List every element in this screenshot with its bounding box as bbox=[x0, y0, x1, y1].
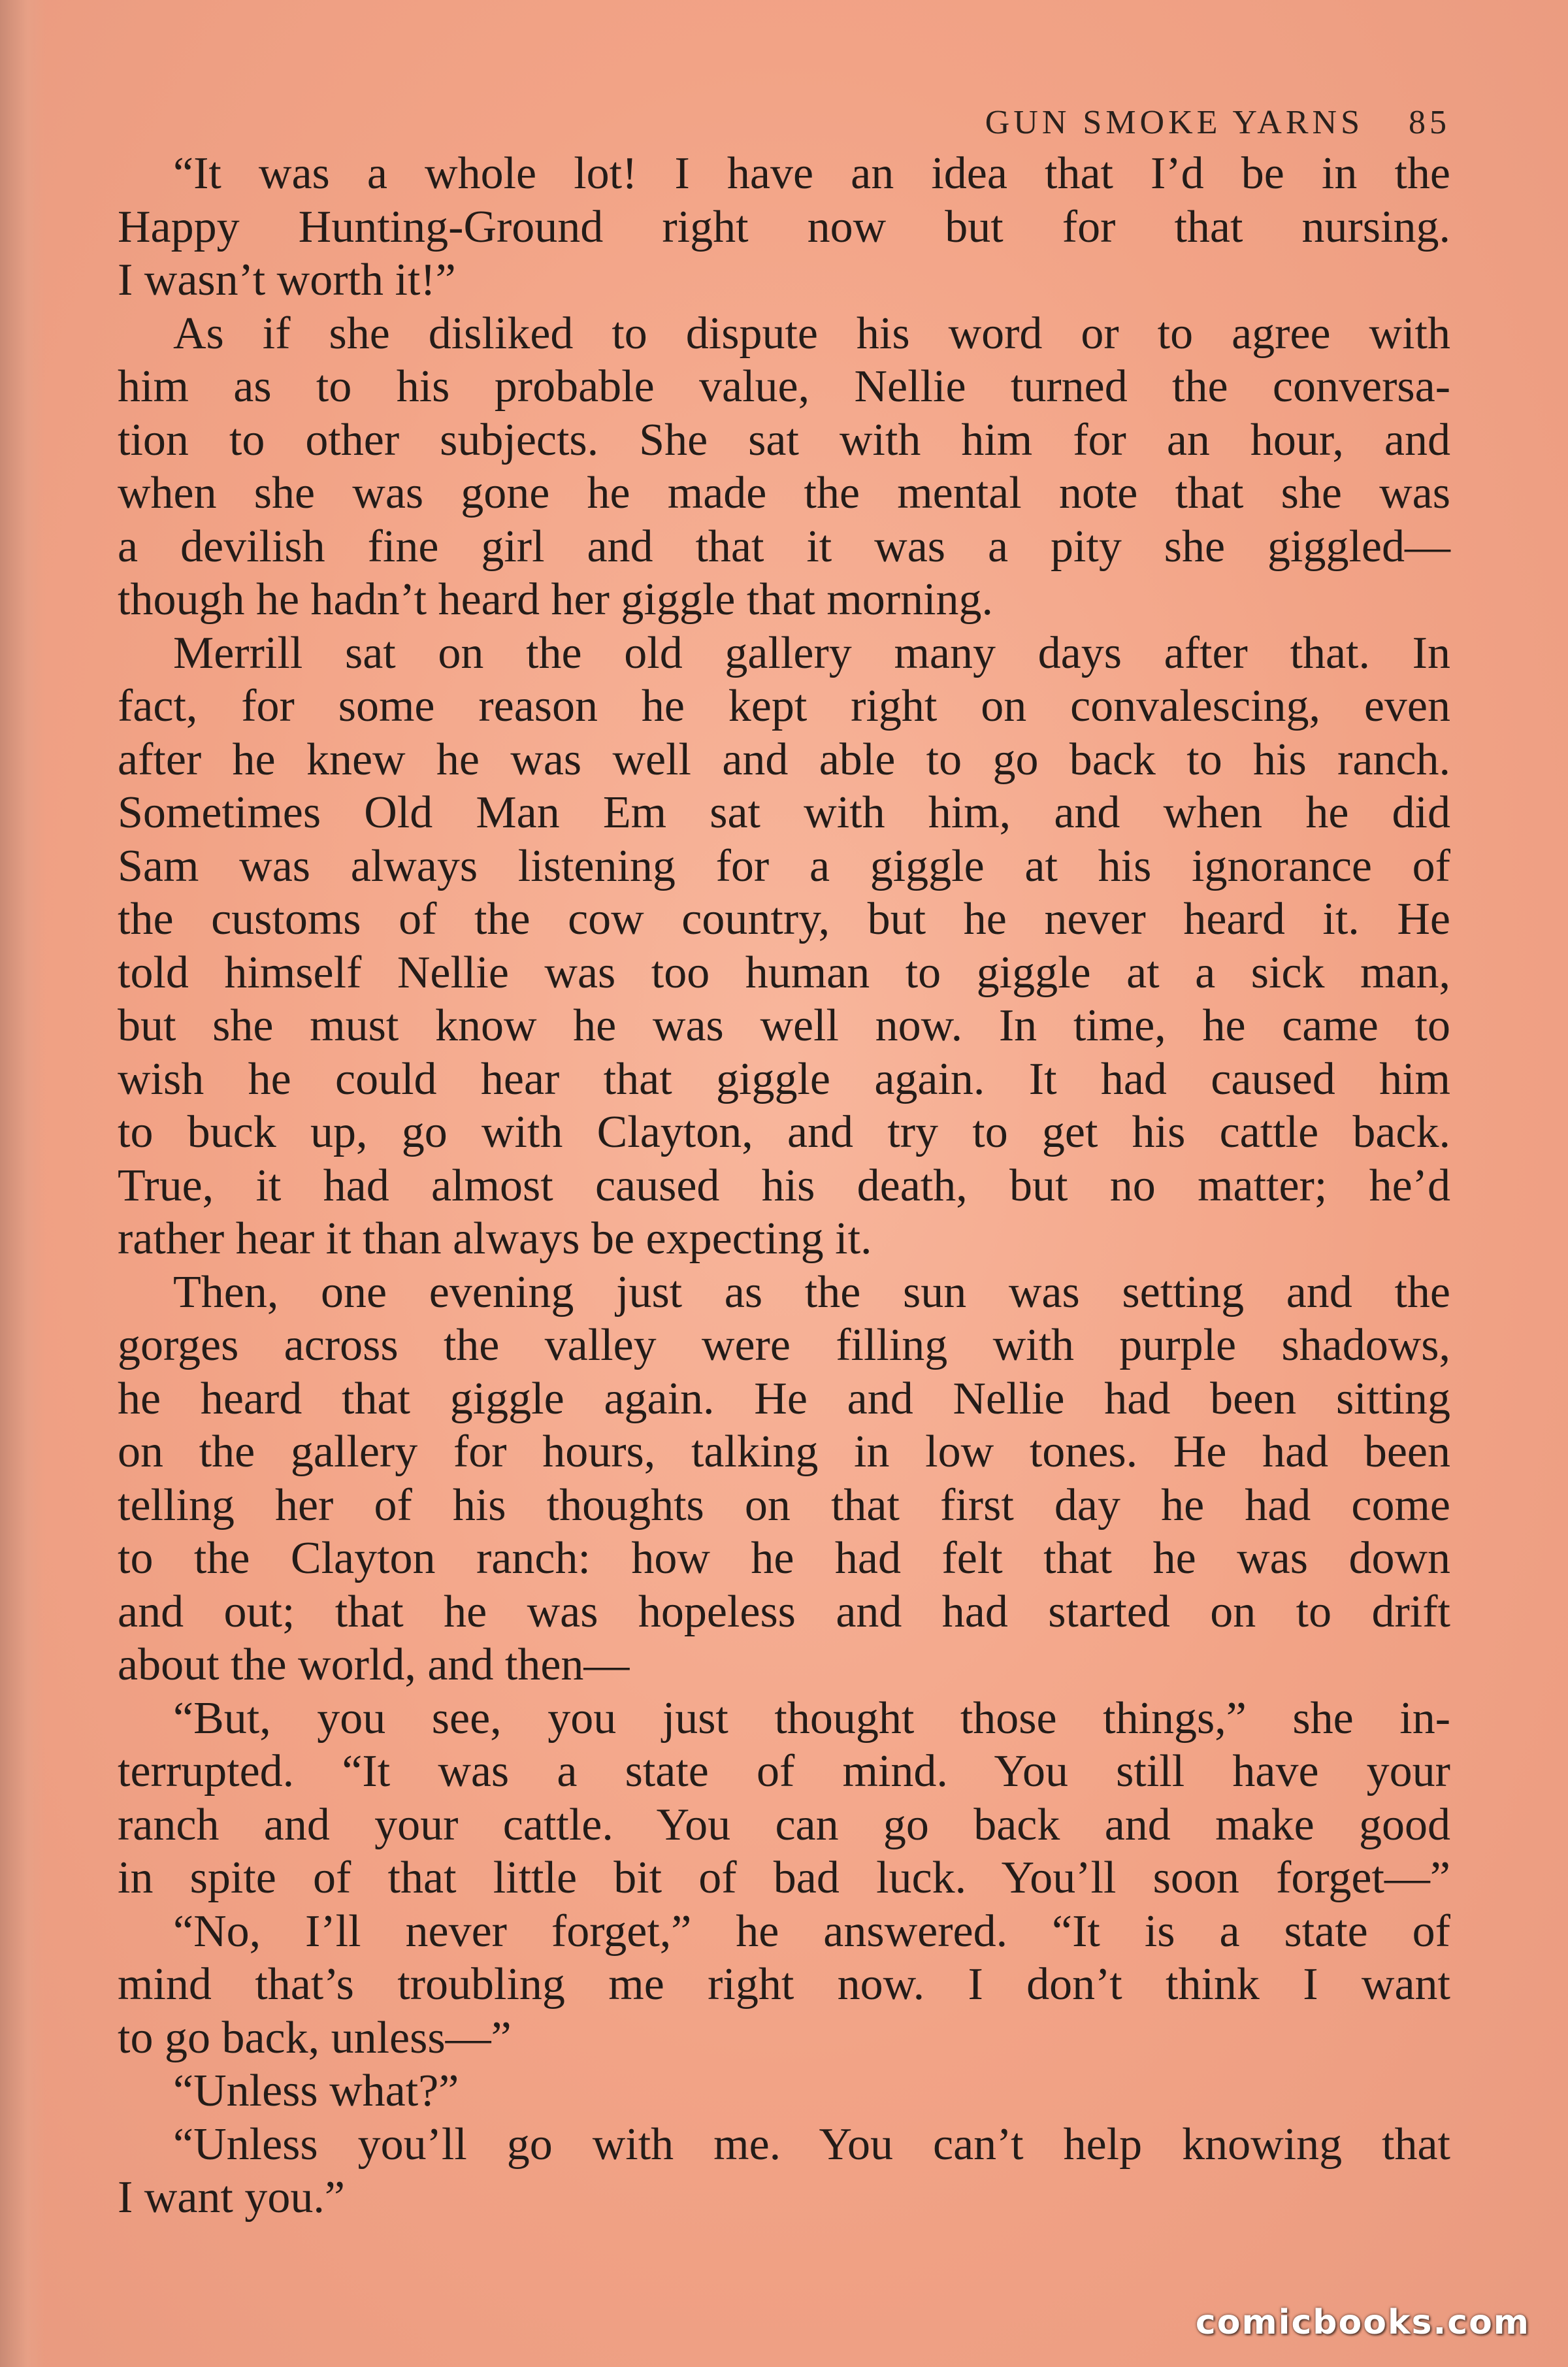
text-line: about the world, and then— bbox=[118, 1640, 630, 1690]
text-line: to the Clayton ranch: how he had felt that he was down bbox=[118, 1533, 1450, 1583]
text-line: tion to other subjects. She sat with him for an hour, and bbox=[118, 414, 1450, 465]
text-line: Then, one evening just as the sun was setting and the bbox=[173, 1266, 1450, 1317]
watermark: comicbooks.com bbox=[1195, 2303, 1530, 2342]
text-line: Sometimes Old Man Em sat with him, and when he did bbox=[118, 787, 1450, 838]
text-line: I want you.” bbox=[118, 2172, 345, 2223]
text-line: wish he could hear that giggle again. It had caused him bbox=[118, 1053, 1450, 1104]
text-line: in spite of that little bit of bad luck. You’ll soon forget—” bbox=[118, 1853, 1450, 1903]
text-line: Merrill sat on the old gallery many days after that. In bbox=[173, 627, 1450, 678]
text-line: on the gallery for hours, talking in low tones. He had been bbox=[118, 1427, 1450, 1477]
text-line: terrupted. “It was a state of mind. You still have your bbox=[118, 1746, 1450, 1796]
text-line: told himself Nellie was too human to giggle at a sick man, bbox=[118, 947, 1450, 998]
text-line: he heard that giggle again. He and Nellie had been sitting bbox=[118, 1373, 1450, 1424]
text-line: I wasn’t worth it!” bbox=[118, 255, 456, 305]
text-line: after he knew he was well and able to go back to his ranch. bbox=[118, 734, 1450, 785]
text-line: to go back, unless—” bbox=[118, 2012, 512, 2063]
text-line: mind that’s troubling me right now. I don’t think I want bbox=[118, 1959, 1450, 2010]
text-line: fact, for some reason he kept right on convalescing, even bbox=[118, 681, 1450, 731]
page-gutter-shadow bbox=[0, 0, 46, 2367]
text-line: but she must know he was well now. In time, he came to bbox=[118, 1001, 1450, 1051]
text-line: him as to his probable value, Nellie turned the conversa- bbox=[118, 361, 1450, 412]
text-line: and out; that he was hopeless and had started on to drift bbox=[118, 1586, 1450, 1637]
text-line: “But, you see, you just thought those things,” she in- bbox=[173, 1693, 1450, 1744]
running-head bbox=[985, 103, 1450, 142]
running-head-title: GUN SMOKE YARNS bbox=[985, 104, 1364, 141]
text-line: a devilish fine girl and that it was a pity she giggled— bbox=[118, 521, 1450, 572]
text-line: “No, I’ll never forget,” he answered. “It is a state of bbox=[173, 1906, 1450, 1957]
text-line: Sam was always listening for a giggle at his ignorance of bbox=[118, 840, 1450, 891]
text-line: gorges across the valley were filling with purple shadows, bbox=[118, 1320, 1450, 1370]
text-line: “Unless what?” bbox=[173, 2066, 459, 2116]
text-line: As if she disliked to dispute his word or to agree with bbox=[173, 308, 1450, 359]
text-line: “It was a whole lot! I have an idea that I’d be in the bbox=[173, 148, 1450, 199]
body-text bbox=[118, 147, 1450, 2225]
text-line: ranch and your cattle. You can go back and make good bbox=[118, 1799, 1450, 1850]
text-line: the customs of the cow country, but he never heard it. He bbox=[118, 894, 1450, 944]
text-line: to buck up, go with Clayton, and try to get his cattle back. bbox=[118, 1107, 1450, 1157]
text-line: though he hadn’t heard her giggle that morning. bbox=[118, 574, 994, 625]
text-line: telling her of his thoughts on that first day he had come bbox=[118, 1480, 1450, 1531]
text-line: when she was gone he made the mental note that she was bbox=[118, 468, 1450, 518]
text-line: “Unless you’ll go with me. You can’t help knowing that bbox=[173, 2119, 1450, 2170]
page-number: 85 bbox=[1409, 104, 1450, 141]
text-line: rather hear it than always be expecting it. bbox=[118, 1214, 872, 1264]
text-line: Happy Hunting-Ground right now but for that nursing. bbox=[118, 201, 1450, 252]
text-line: True, it had almost caused his death, but no matter; he’d bbox=[118, 1160, 1450, 1211]
